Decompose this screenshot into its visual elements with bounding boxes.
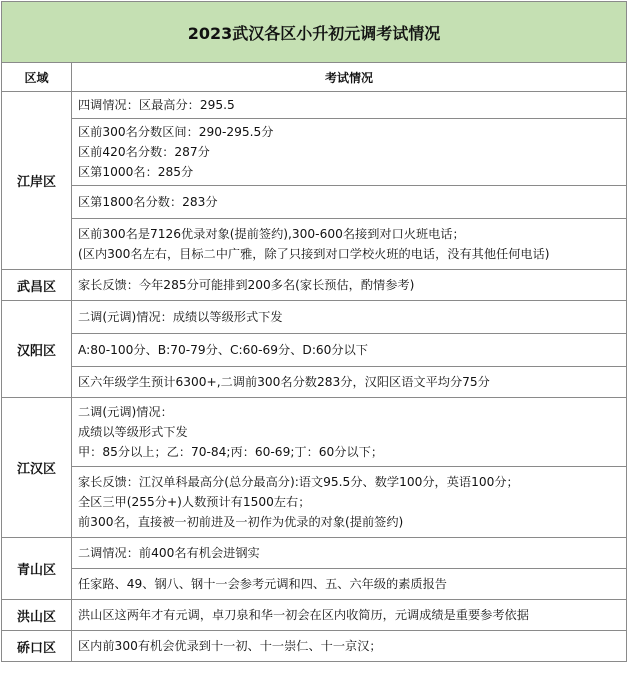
- content-line: 区内前300有机会优录到十一初、十一崇仁、十一京汉；: [78, 639, 382, 653]
- table-row: [2, 600, 627, 631]
- table-row: [2, 367, 627, 398]
- exam-situation-table: [1, 1, 627, 662]
- content-line: 二调情况：前400名有机会进钢实: [78, 546, 260, 560]
- content-cell: [72, 631, 627, 662]
- table-row: [2, 92, 627, 119]
- content-line: 区第1000名：285分: [78, 165, 194, 179]
- district-jianghan: 江汉区: [2, 398, 72, 538]
- district-wuchang: 武昌区: [2, 270, 72, 301]
- table-row: [2, 334, 627, 367]
- table-row: [2, 119, 627, 186]
- district-hongshan: 洪山区: [2, 600, 72, 631]
- content-cell: [72, 538, 627, 569]
- table-row: [2, 631, 627, 662]
- table-title: 2023武汉各区小升初元调考试情况: [2, 2, 627, 63]
- content-line: 全区三甲(255分+)人数预计有1500左右；: [78, 495, 311, 509]
- content-line: 区六年级学生预计6300+,二调前300名分数283分，汉阳区语文平均分75分: [78, 375, 490, 389]
- table-row: [2, 569, 627, 600]
- table-row: [2, 270, 627, 301]
- content-line: 四调情况：区最高分：295.5: [78, 98, 235, 112]
- content-line: 区第1800名分数：283分: [78, 195, 218, 209]
- district-jiangan: 江岸区: [2, 92, 72, 270]
- report-table-container: [1, 1, 626, 681]
- content-line: 成绩以等级形式下发: [78, 425, 188, 439]
- district-qiaokou: 硚口区: [2, 631, 72, 662]
- table-row: [2, 398, 627, 467]
- content-cell: [72, 219, 627, 270]
- content-cell: [72, 367, 627, 398]
- content-cell: [72, 467, 627, 538]
- content-line: 二调(元调)情况：: [78, 405, 173, 419]
- table-row: [2, 186, 627, 219]
- district-qingshan: 青山区: [2, 538, 72, 600]
- content-line: 任家路、49、钢八、钢十一会参考元调和四、五、六年级的素质报告: [78, 577, 447, 591]
- content-line: 洪山区这两年才有元调，卓刀泉和华一初会在区内收简历，元调成绩是重要参考依据: [78, 608, 529, 622]
- content-cell: [72, 569, 627, 600]
- content-cell: [72, 270, 627, 301]
- content-cell: [72, 186, 627, 219]
- content-cell: [72, 398, 627, 467]
- table-row: [2, 538, 627, 569]
- district-hanyang: 汉阳区: [2, 301, 72, 398]
- content-line: 区前300名是7126优录对象(提前签约),300-600名接到对口火班电话；: [78, 227, 465, 241]
- content-line: 区前420名分数：287分: [78, 145, 210, 159]
- content-cell: [72, 119, 627, 186]
- content-cell: [72, 600, 627, 631]
- content-line: 区前300名分数区间：290-295.5分: [78, 125, 274, 139]
- table-row: [2, 301, 627, 334]
- title-row: [2, 2, 627, 63]
- content-line: 前300名，直接被一初前进及一初作为优录的对象(提前签约): [78, 515, 404, 529]
- content-cell: [72, 301, 627, 334]
- content-cell: [72, 92, 627, 119]
- content-cell: [72, 334, 627, 367]
- header-row: [2, 63, 627, 92]
- content-line: 二调(元调)情况：成绩以等级形式下发: [78, 310, 283, 324]
- table-row: [2, 219, 627, 270]
- content-line: 家长反馈：今年285分可能排到200多名(家长预估，酌情参考): [78, 278, 415, 292]
- table-row: [2, 467, 627, 538]
- content-line: 家长反馈：江汉单科最高分(总分最高分):语文95.5分、数学100分，英语100分；: [78, 475, 519, 489]
- content-line: A:80-100分、B:70-79分、C:60-69分、D:60分以下: [78, 343, 368, 357]
- header-district: 区域: [2, 63, 72, 92]
- content-line: (区内300名左右，目标二中广雅，除了只接到对口学校火班的电话，没有其他任何电话): [78, 247, 550, 261]
- content-line: 甲：85分以上；乙：70-84;丙：60-69;丁：60分以下；: [78, 445, 384, 459]
- header-situation: 考试情况: [72, 63, 627, 92]
